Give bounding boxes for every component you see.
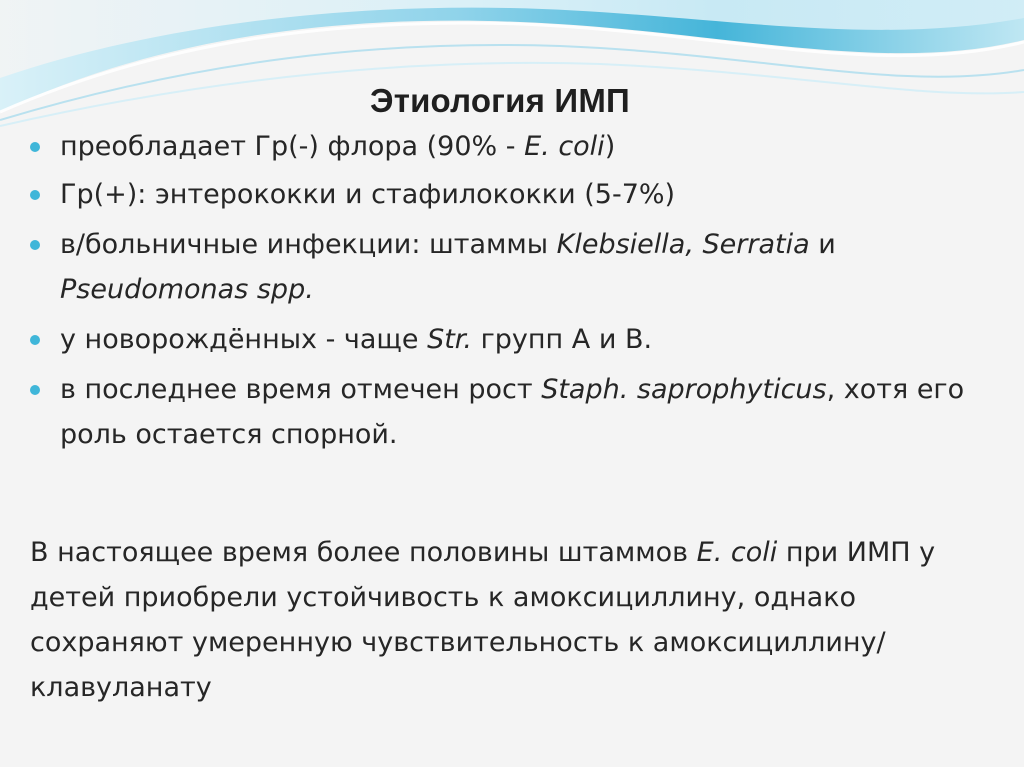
text-segment: Гр(+): энтерококки и стафилококки (5-7%): [60, 179, 676, 210]
bullet-list: [30, 124, 1005, 462]
bullet-dot-icon: [30, 190, 40, 200]
text-segment: и: [809, 229, 836, 260]
bullet-dot-icon: [30, 335, 40, 345]
text-segment: при ИМП у детей приобрели устойчивость к амоксициллину, однако сохраняют умеренную чувствительность к амоксициллину/клавуланату: [30, 537, 936, 703]
bullet-item: [30, 124, 1005, 169]
text-segment: в последнее время отмечен рост: [60, 374, 542, 405]
italic-term: Pseudomonas spp.: [60, 274, 314, 305]
bullet-item: [30, 222, 1005, 312]
text-segment: групп А и В.: [472, 324, 653, 355]
bullet-item: [30, 317, 1005, 362]
italic-term: Str.: [427, 324, 472, 355]
text-segment: , хотя его роль остается спорной.: [60, 374, 965, 450]
text-segment: преобладает Гр(-) флора (90% -: [60, 131, 525, 162]
text-segment: в/больничные инфекции: штаммы: [60, 229, 557, 260]
slide-title: Этиология ИМП: [370, 82, 630, 119]
italic-term: Staph. saprophyticus: [541, 374, 827, 405]
conclusion-paragraph: [30, 530, 1005, 710]
italic-term: E. coli: [696, 537, 778, 568]
text-segment: ): [604, 131, 616, 162]
bullet-dot-icon: [30, 240, 40, 250]
text-segment: у новорождённых - чаще: [60, 324, 428, 355]
bullet-dot-icon: [30, 385, 40, 395]
bullet-item: [30, 367, 1005, 457]
italic-term: Klebsiella, Serratia: [556, 229, 810, 260]
italic-term: E. coli: [524, 131, 605, 162]
text-segment: В настоящее время более половины штаммов: [30, 537, 697, 568]
bullet-item: [30, 172, 1005, 217]
bullet-dot-icon: [30, 142, 40, 152]
